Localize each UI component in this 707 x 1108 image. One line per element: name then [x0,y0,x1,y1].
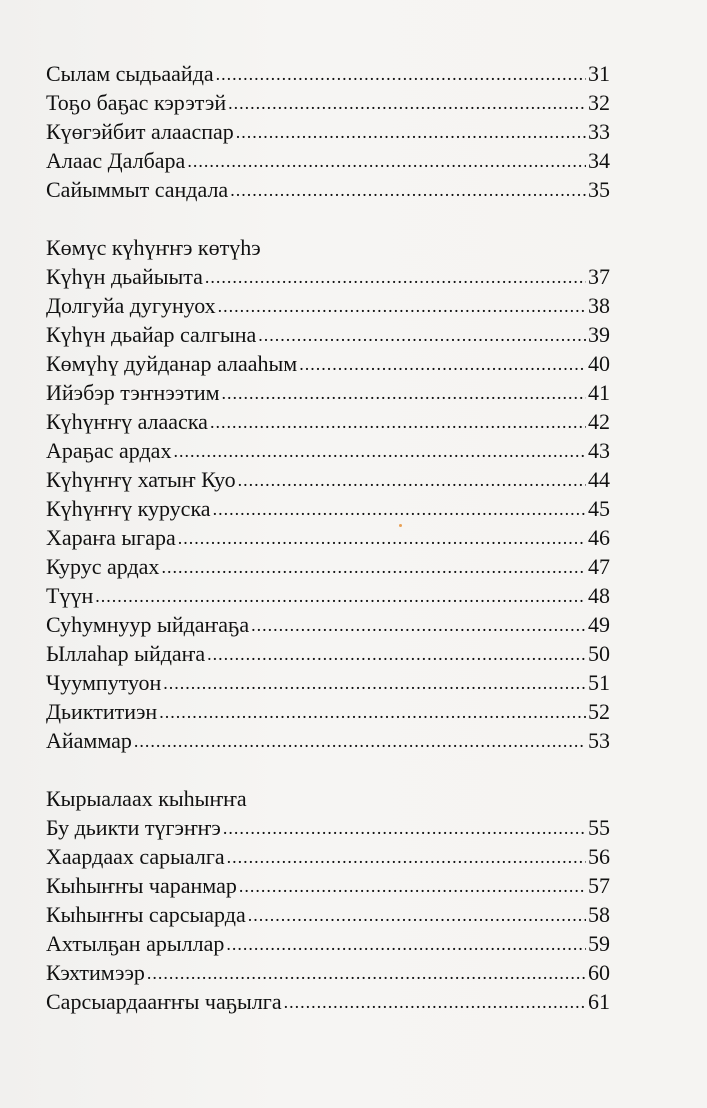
dot-leader [205,261,586,292]
dot-leader [248,899,586,930]
toc-entry [46,88,610,117]
toc-entry-title: Кыһыҥҥы чаранмар [46,873,237,898]
toc-entry [46,291,610,320]
toc-entry [46,958,610,987]
dot-leader [236,116,586,147]
toc-entry-title: Көмүһү дуйданар алааһым [46,351,298,376]
dot-leader [147,957,586,988]
toc-entry [46,929,610,958]
toc-entry-title: Долгуйа дугунуох [46,293,216,318]
toc-entry [46,378,610,407]
toc-entry [46,117,610,146]
toc-entry-title: Сайыммыт сандала [46,177,229,202]
toc-entry-title: Суһумнуур ыйдаҥаҕа [46,612,250,637]
toc-entry-title: Чуумпутуон [46,670,162,695]
toc-entry [46,610,610,639]
section-gap [46,204,610,233]
toc-entry [46,175,610,204]
toc-entry-page-number: 34 [588,148,610,173]
toc-entry-page-number: 56 [588,844,610,869]
toc-entry-page-number: 61 [588,989,610,1014]
toc-entry [46,552,610,581]
dot-leader [239,870,586,901]
toc-entry [46,349,610,378]
toc-entry-page-number: 47 [588,554,610,579]
dot-leader [163,667,586,698]
toc-entry [46,900,610,929]
dot-leader [216,58,586,89]
toc-entry-title: Кыһыҥҥы сарсыарда [46,902,246,927]
toc-entry [46,436,610,465]
dot-leader [284,986,586,1017]
toc-entry-page-number: 49 [588,612,610,637]
dot-leader [161,551,586,582]
toc-entry-page-number: 58 [588,902,610,927]
toc-entry-title: Күөгэйбит алааспар [46,119,234,144]
dot-leader [218,290,586,321]
dot-leader [251,609,586,640]
toc-entry-title: Сылам сыдьаайда [46,61,214,86]
dot-leader [210,406,586,437]
toc-entry [46,407,610,436]
toc-entry [46,697,610,726]
toc-entry-page-number: 46 [588,525,610,550]
toc-entry [46,668,610,697]
toc-entry-page-number: 45 [588,496,610,521]
section-heading: Кырыалаах кыһыҥҥа [46,786,247,811]
toc-entry [46,871,610,900]
toc-entry-page-number: 35 [588,177,610,202]
toc-entry-page-number: 52 [588,699,610,724]
toc-entry-page-number: 51 [588,670,610,695]
dot-leader [226,928,586,959]
toc-entry [46,726,610,755]
toc-entry-title: Айаммар [46,728,132,753]
toc-entry [46,639,610,668]
dot-leader [159,696,586,727]
dot-leader [187,145,586,176]
toc-entry-page-number: 33 [588,119,610,144]
toc-entry-page-number: 41 [588,380,610,405]
toc-entry [46,146,610,175]
toc-entry-title: Сарсыардааҥҥы чаҕылга [46,989,282,1014]
toc-entry [46,581,610,610]
dot-leader [238,464,586,495]
toc-entry-page-number: 48 [588,583,610,608]
toc-entry-title: Күһүҥҥү куруска [46,496,211,521]
dot-leader [213,493,586,524]
toc-entry-title: Ыллаһар ыйдаҥа [46,641,206,666]
toc-entry-title: Күһүн дьайар салгына [46,322,257,347]
toc-entry-page-number: 60 [588,960,610,985]
dot-leader [134,725,586,756]
toc-entry-page-number: 57 [588,873,610,898]
dot-leader [173,435,586,466]
toc-entry-title: Күһүҥҥү хатыҥ Куо [46,467,236,492]
toc-entry-title: Хаардаах сарыалга [46,844,225,869]
dot-leader [178,522,586,553]
toc-entry [46,987,610,1016]
dot-leader [223,812,586,843]
toc-entry-title: Курус ардах [46,554,160,579]
dot-leader [228,87,586,118]
toc-entry-title: Хараҥа ыгара [46,525,176,550]
toc-entry-title: Дьиктитиэн [46,699,158,724]
toc-entry [46,262,610,291]
dot-leader [95,580,586,611]
toc-entry-title: Бу дьикти түгэҥҥэ [46,815,221,840]
toc-entry-page-number: 50 [588,641,610,666]
toc-entry-title: Түүн [46,583,94,608]
toc-entry [46,523,610,552]
toc-entry-page-number: 32 [588,90,610,115]
toc-entry [46,842,610,871]
toc-entry-page-number: 38 [588,293,610,318]
toc-entry-page-number: 31 [588,61,610,86]
toc-entry-page-number: 43 [588,438,610,463]
toc-entry-page-number: 37 [588,264,610,289]
toc-entry [46,320,610,349]
table-of-contents [46,59,610,1016]
toc-entry-title: Күһүҥҥү алааска [46,409,208,434]
toc-entry [46,465,610,494]
toc-entry-page-number: 53 [588,728,610,753]
toc-entry-page-number: 59 [588,931,610,956]
paper-speck [399,524,402,527]
toc-entry [46,494,610,523]
dot-leader [299,348,586,379]
toc-entry-title: Алаас Далбара [46,148,186,173]
section-gap [46,755,610,784]
dot-leader [207,638,586,669]
toc-entry-title: Ийэбэр тэҥнээтим [46,380,220,405]
toc-entry-page-number: 39 [588,322,610,347]
dot-leader [258,319,586,350]
toc-entry-title: Ахтылҕан арыллар [46,931,225,956]
toc-entry-page-number: 42 [588,409,610,434]
toc-entry-title: Тоҕо баҕас кэрэтэй [46,90,227,115]
dot-leader [222,377,586,408]
toc-entry-page-number: 44 [588,467,610,492]
section-heading: Көмүс күһүҥҥэ көтүһэ [46,235,261,260]
toc-entry [46,813,610,842]
toc-entry-title: Араҕас ардах [46,438,172,463]
toc-entry-title: Күһүн дьайыыта [46,264,203,289]
toc-entry-title: Кэхтимээр [46,960,145,985]
toc-entry-page-number: 40 [588,351,610,376]
toc-entry-page-number: 55 [588,815,610,840]
toc-entry [46,59,610,88]
dot-leader [227,841,586,872]
dot-leader [230,174,586,205]
